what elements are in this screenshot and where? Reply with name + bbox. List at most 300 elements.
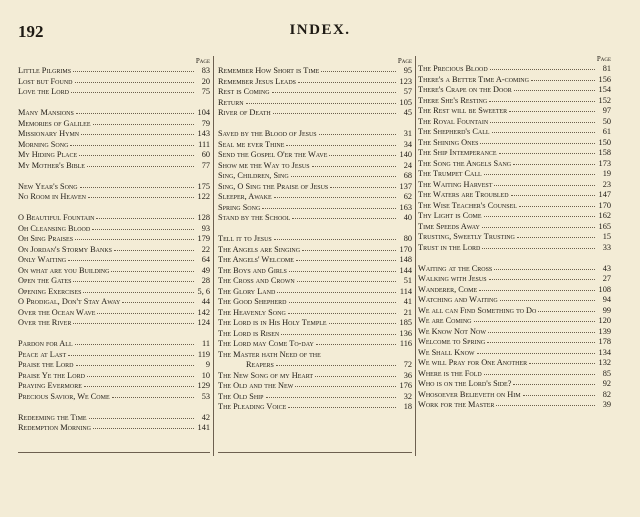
index-entry [18,360,210,371]
entry-page-number: 51 [403,276,412,285]
index-entry [18,350,210,361]
entry-page-number: 124 [197,318,210,327]
index-entry [18,392,210,403]
dot-leader [76,364,195,366]
index-entry [18,318,210,329]
index-entry [418,211,611,222]
column-end-rule [218,452,412,453]
entry-page-number: 143 [197,129,210,138]
entry-page-number: 77 [201,160,210,170]
index-entry [18,192,210,203]
column-end-rule [18,452,210,453]
dot-leader [75,343,194,345]
entry-title: Only Waiting [18,255,67,264]
entry-page-number: 120 [598,316,611,325]
index-entry [218,213,412,224]
entry-page-number: 116 [399,339,412,348]
dot-leader [73,322,194,324]
entry-title: Praying Evermore [18,381,82,390]
index-entry [418,232,611,243]
dot-leader [482,247,595,249]
index-entry [18,287,210,298]
entry-page-number: 123 [399,76,412,86]
dot-leader [93,123,194,125]
entry-page-number: 79 [201,118,210,128]
index-entry [418,148,611,159]
entry-page-number: 170 [598,200,611,210]
entry-page-number: 22 [201,244,210,254]
dot-leader [81,133,194,135]
dot-leader [87,165,194,167]
entry-title: The Boys and Girls [218,265,287,275]
entry-title: Praise Ye the Lord [18,370,85,380]
entry-page-number: 94 [602,295,611,304]
entry-page-number: 173 [598,158,611,168]
entry-page-number: 105 [399,97,412,107]
entry-title: The New Song of my Heart [218,370,314,380]
entry-page-number: 150 [598,137,611,147]
entry-title: The Angels are Singing [218,244,301,254]
section-gap [18,98,210,109]
dot-leader [480,142,595,144]
entry-page-number: 162 [598,211,611,220]
entry-title: Over the Ocean Wave [18,307,96,317]
entry-title: Welcome to Spring [418,337,486,346]
dot-leader [68,259,194,261]
dot-leader [83,291,194,293]
dot-leader [329,154,396,156]
dot-leader [289,270,396,272]
entry-title: Thy Light is Come [418,211,482,220]
dot-leader [89,417,194,419]
index-entry [218,392,412,403]
index-entry [418,390,611,401]
entry-page-number: 144 [399,265,412,275]
dot-leader [329,322,396,324]
entry-title: The Angels' Welcome [218,255,294,264]
dot-leader [274,196,396,198]
entry-page-number: 152 [598,95,611,105]
index-entry [418,96,611,107]
index-entry [418,75,611,86]
index-entry [218,297,412,308]
entry-title: The Cross and Crown [218,276,295,285]
index-entry [18,66,210,77]
index-entry [218,276,412,287]
dot-leader [93,427,194,429]
entry-title: The Shepherd's Call [418,127,490,136]
entry-title: Over the River [18,318,72,327]
entry-title: Trust in the Lord [418,242,481,252]
index-entry [18,276,210,287]
entry-page-number: 61 [602,127,611,136]
dot-leader [488,331,595,333]
entry-page-number: 20 [201,76,210,86]
column-divider [415,56,416,456]
entry-title: Morning Song [18,139,69,149]
index-entry [418,106,611,117]
entry-title: O Prodigal, Don't Stay Away [18,297,121,306]
entry-page-number: 41 [403,297,412,306]
dot-leader [73,70,194,72]
entry-page-number: 62 [403,192,412,201]
entry-title: Oh Sing Praises [18,234,74,243]
entry-title: We are Coming [418,316,472,325]
entry-page-number: 93 [201,223,210,233]
page-column-header: Page [195,57,210,65]
entry-page-number: 60 [201,150,210,159]
dot-leader [286,144,396,146]
index-entry [218,350,412,361]
entry-page-number: 57 [403,87,412,96]
index-entry [218,108,412,119]
dot-leader [296,259,396,261]
entry-page-number: 45 [403,108,412,117]
index-entry [418,159,611,170]
index-entry [18,161,210,172]
entry-page-number: 40 [403,213,412,222]
dot-leader [71,91,194,93]
index-entry [18,140,210,151]
entry-title: Watching and Waiting [418,295,498,304]
entry-page-number: 128 [197,213,210,222]
entry-title: The Old Ship [218,391,264,401]
entry-title: The Lord is Risen [218,328,280,338]
entry-page-number: 185 [399,318,412,327]
entry-page-number: 28 [201,276,210,285]
entry-page-number: 24 [403,160,412,170]
index-entry [18,381,210,392]
dot-leader [490,121,595,123]
index-entry [418,201,611,212]
entry-title: Show me the Way to Jesus [218,160,310,170]
entry-page-number: 43 [602,263,611,273]
index-entry [218,245,412,256]
index-entry [218,308,412,319]
dot-leader [531,79,595,81]
entry-page-number: 85 [602,368,611,378]
index-entry [18,371,210,382]
index-entry [418,85,611,96]
dot-leader [517,236,595,238]
dot-leader [494,268,595,270]
entry-page-number: 141 [197,423,210,432]
entry-page-number: 33 [602,242,611,252]
index-entry [218,329,412,340]
index-entry [18,266,210,277]
index-entry [218,171,412,182]
index-entry [18,87,210,98]
entry-page-number: 132 [598,358,611,367]
dot-leader [277,291,396,293]
entry-title: There She's Resting [418,95,488,105]
entry-title: Sing, O Sing the Praise of Jesus [218,181,329,191]
index-entry [218,98,412,109]
index-entry [218,182,412,193]
entry-page-number: 170 [399,244,412,254]
dot-leader [281,333,396,335]
section-gap [18,171,210,182]
dot-leader [112,396,194,398]
entry-title: Oh Cleansing Blood [18,223,91,233]
index-entry [218,381,412,392]
entry-title: We Shall Know [418,347,475,357]
entry-page-number: 81 [602,64,611,73]
entry-title: New Year's Song [18,181,78,191]
index-entry [418,295,611,306]
index-entry [218,77,412,88]
entry-title: Rest is Coming [218,87,270,96]
dot-leader [298,81,396,83]
index-entry [218,203,412,214]
dot-leader [519,205,595,207]
entry-page-number: 53 [201,391,210,401]
entry-page-number: 21 [403,307,412,317]
dot-leader [272,91,396,93]
entry-title: The Song the Angels Sang [418,158,512,168]
page-column-header: Page [397,57,412,65]
index-entry [18,413,210,424]
entry-title: Sleeper, Awake [218,192,272,201]
entry-page-number: 68 [403,171,412,180]
index-entry [418,264,611,275]
entry-title: Tell it to Jesus [218,234,272,243]
dot-leader [73,280,194,282]
index-entry [18,108,210,119]
dot-leader [523,394,595,396]
index-entry [218,66,412,77]
index-entry [218,234,412,245]
entry-title: Who is on the Lord's Side? [418,379,512,388]
entry-title: Opening Exercises [18,286,82,296]
index-entry [418,348,611,359]
entry-title: Whosoever Believeth on Him [418,389,521,399]
entry-title: The Master hath Need of the [218,349,321,359]
dot-leader [292,217,396,219]
index-entry [418,306,611,317]
entry-title: The Waters are Troubled [418,190,509,199]
entry-page-number: 75 [201,87,210,96]
index-entry [18,150,210,161]
entry-page-number: 42 [201,412,210,422]
dot-leader [315,375,396,377]
entry-title: Reapers [246,360,274,369]
index-entry [418,358,611,369]
entry-title: The Trumpet Call [418,169,482,178]
entry-title: Waiting at the Cross [418,263,493,273]
dot-leader [295,385,396,387]
entry-title: On what are you Building [18,265,110,275]
entry-title: The Waiting Harvest [418,179,493,189]
entry-page-number: 9 [205,360,210,369]
entry-page-number: 142 [197,307,210,317]
index-entry [18,119,210,130]
dot-leader [494,184,595,186]
index-column-1 [18,56,210,434]
dot-leader [75,81,195,83]
entry-title: The Lord may Come To-day [218,339,314,348]
entry-page-number: 39 [602,400,611,409]
entry-title: Memories of Galilee [18,118,91,128]
entry-page-number: 114 [399,286,412,296]
entry-page-number: 97 [602,106,611,115]
entry-page-number: 158 [598,148,611,157]
dot-leader [288,406,396,408]
entry-page-number: 83 [201,66,210,75]
entry-page-number: 179 [197,234,210,243]
entry-page-number: 64 [201,255,210,264]
dot-leader [276,364,396,366]
entry-title: Wanderer, Come [418,284,478,294]
section-gap [218,224,412,235]
entry-page-number: 137 [399,181,412,191]
entry-title: Love the Lord [18,87,69,96]
index-entry [18,213,210,224]
entry-title: We all can Find Something to Do [418,305,537,315]
entry-page-number: 176 [399,381,412,390]
entry-title: Time Speeds Away [418,221,480,231]
entry-page-number: 148 [399,255,412,264]
index-entry [218,339,412,350]
dot-leader [511,194,595,196]
dot-leader [70,144,194,146]
index-entry [18,234,210,245]
entry-title: The Rest will be Sweeter [418,106,508,115]
dot-leader [484,373,595,375]
dot-leader [289,301,397,303]
entry-page-number: 119 [197,349,210,359]
entry-title: There's a Better Time A-coming [418,74,529,84]
dot-leader [482,226,595,228]
entry-title: The Precious Blood [418,64,488,73]
entry-title: Praise the Lord [18,360,74,369]
index-entry [418,127,611,138]
dot-leader [514,89,595,91]
index-entry [418,285,611,296]
index-entry [418,117,611,128]
index-entry [418,379,611,390]
entry-title: The Lord is in His Holy Temple [218,318,327,327]
entry-page-number: 15 [602,232,611,241]
entry-title: Missionary Hymn [18,129,80,138]
dot-leader [92,228,194,230]
dot-leader [484,173,595,175]
index-entry [218,140,412,151]
dot-leader [266,396,397,398]
entry-title: Redeeming the Time [18,412,87,422]
index-entry [18,297,210,308]
index-entry [418,369,611,380]
entry-page-number: 50 [602,116,611,126]
dot-leader [330,186,396,188]
dot-leader [499,152,595,154]
dot-leader [273,112,396,114]
entry-page-number: 136 [399,328,412,338]
index-entry [218,192,412,203]
entry-page-number: 175 [197,181,210,191]
entry-title: Work for the Master [418,400,495,409]
entry-page-number: 165 [598,221,611,231]
entry-title: Remember How Short is Time [218,66,320,75]
dot-leader [489,100,595,102]
section-gap [418,253,611,264]
index-entry [418,64,611,75]
index-entry [418,138,611,149]
entry-page-number: 122 [197,192,210,201]
index-entry [218,87,412,98]
dot-leader [490,68,595,70]
section-gap [18,203,210,214]
entry-page-number: 5, 6 [197,286,210,296]
entry-page-number: 10 [201,370,210,380]
dot-leader [88,196,194,198]
index-entry [418,180,611,191]
entry-page-number: 134 [598,347,611,357]
entry-title: Remember Jesus Leads [218,76,296,86]
entry-page-number: 11 [202,339,210,348]
index-entry [218,318,412,329]
entry-page-number: 111 [198,139,210,149]
index-entry [18,255,210,266]
entry-page-number: 19 [602,169,611,178]
entry-page-number: 104 [197,108,210,117]
entry-page-number: 27 [602,274,611,283]
index-entry [218,371,412,382]
dot-leader [75,238,194,240]
dot-leader [479,289,595,291]
page-title: INDEX. [289,22,351,38]
entry-page-number: 31 [403,129,412,138]
entry-title: The Heavenly Song [218,307,286,317]
entry-page-number: 156 [598,74,611,84]
entry-page-number: 163 [399,202,412,212]
index-entry [18,308,210,319]
index-entry [18,224,210,235]
entry-title: Little Pilgrims [18,66,72,75]
entry-title: There's Crape on the Door [418,85,512,94]
index-entry [418,169,611,180]
entry-title: On Jordan's Stormy Banks [18,244,112,254]
entry-title: Redemption Morning [18,423,91,432]
index-entry [218,287,412,298]
page-column-header: Page [596,55,611,63]
entry-page-number: 34 [403,139,412,149]
dot-leader [97,312,194,314]
entry-page-number: 95 [403,66,412,75]
entry-title: The Pleading Voice [218,402,287,411]
dot-leader [274,238,396,240]
entry-title: The Royal Fountain [418,116,489,126]
entry-page-number: 154 [598,85,611,94]
entry-title: Spring Song [218,202,261,212]
entry-title: Saved by the Blood of Jesus [218,129,317,138]
entry-title: Stand by the School [218,213,291,222]
entry-title: Precious Savior, We Come [18,391,110,401]
dot-leader [474,320,595,322]
index-entry [418,222,611,233]
index-entry [18,339,210,350]
section-gap [18,402,210,413]
entry-title: River of Death [218,108,271,117]
index-entry [218,161,412,172]
dot-leader [496,404,595,406]
dot-leader [297,280,396,282]
entry-title: Return [218,97,244,107]
entry-title: The Good Shepherd [218,297,287,306]
dot-leader [68,354,194,356]
dot-leader [487,341,595,343]
index-entry [218,255,412,266]
